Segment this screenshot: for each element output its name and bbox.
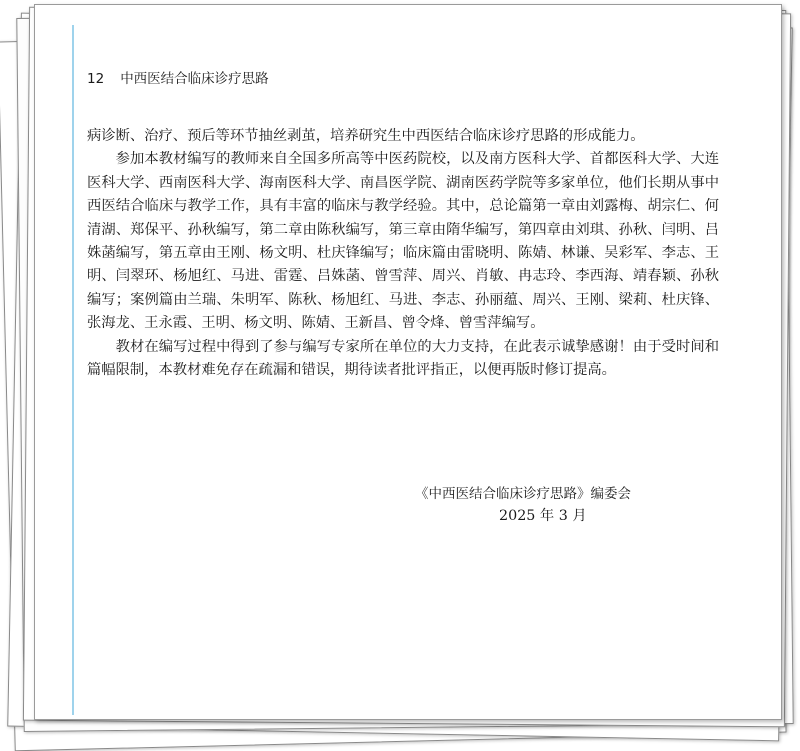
margin-rule — [72, 25, 74, 715]
paragraph-acknowledgement: 教材在编写过程中得到了参与编写专家所在单位的大力支持，在此表示诚挚感谢！由于受时间和篇幅限制，本教材难免存在疏漏和错误，期待读者批评指正，以便再版时修订提高。 — [87, 338, 719, 379]
paragraph-contributors: 参加本教材编写的教师来自全国多所高等中医药院校，以及南方医科大学、首都医科大学、大连医科大学、西南医科大学、海南医科大学、南昌医学院、湖南医药学院等多家单位，他们长期从事中西医结合临床与教学工作，具有丰富的临床与教学经验。其中，总论篇第一章由刘露梅、胡宗仁、何清湖、郑保平、孙秋编写，第二章由陈秋编写，第三章由隋华编写，第四章由刘琪、孙秋、闫明、吕姝菡编写，第五章由王刚、杨文明、杜庆锋编写；临床篇由雷晓明、陈婧、林谦、吴彩军、李志、王明、闫翠环、杨旭红、马进、雷霆、吕姝菡、曾雪萍、周兴、肖敏、冉志玲、李西海、靖春颖、孙秋编写；案例篇由兰瑞、朱明军、陈秋、杨旭红、马进、李志、孙丽蕴、周兴、王刚、梁莉、杜庆锋、张海龙、王永霞、王明、杨文明、陈婧、王新昌、曾令烽、曾雪萍编写。 — [87, 151, 719, 332]
body-text — [87, 125, 719, 382]
paragraph-continuation: 病诊断、治疗、预后等环节抽丝剥茧，培养研究生中西医结合临床诊疗思路的形成能力。 — [87, 128, 645, 144]
page-number: 12 — [87, 71, 105, 87]
running-title: 中西医结合临床诊疗思路 — [120, 71, 269, 87]
editorial-committee: 《中西医结合临床诊疗思路》编委会 — [415, 486, 631, 502]
signature-date: 2025 年 3 月 — [499, 508, 587, 524]
running-head — [87, 67, 269, 87]
signature-block — [415, 483, 631, 524]
book-page — [34, 4, 782, 720]
